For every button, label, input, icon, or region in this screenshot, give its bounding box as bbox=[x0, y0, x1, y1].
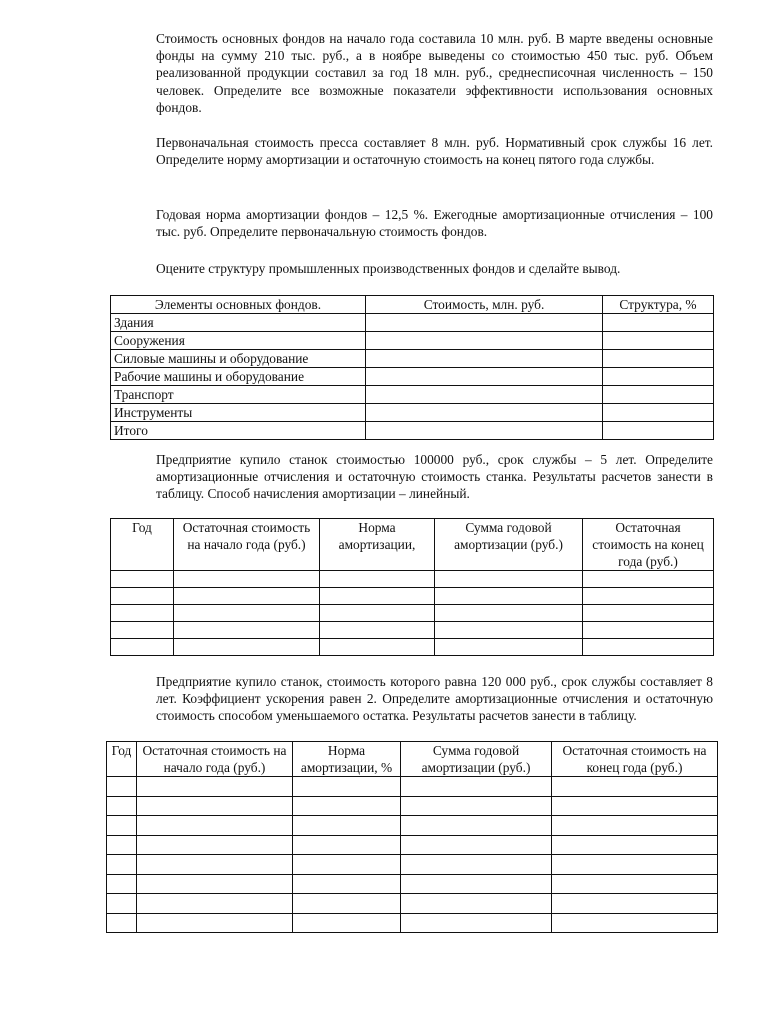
table1-cell[interactable] bbox=[603, 332, 714, 350]
table3-cell[interactable] bbox=[293, 816, 401, 836]
table3-cell[interactable] bbox=[293, 855, 401, 875]
table-row bbox=[107, 796, 718, 816]
table2-cell[interactable] bbox=[435, 588, 583, 605]
table3-cell[interactable] bbox=[293, 835, 401, 855]
table1-header-cost: Стоимость, млн. руб. bbox=[366, 296, 603, 314]
table3-cell[interactable] bbox=[401, 777, 552, 797]
table3-cell[interactable] bbox=[552, 855, 718, 875]
table-row bbox=[107, 874, 718, 894]
table1-row-label: Здания bbox=[111, 314, 366, 332]
task-3-text: Годовая норма амортизации фондов – 12,5 %. Ежегодные амортизационные отчисления – 100 тыс. руб. Определите первоначальную стоимость фондов. bbox=[156, 207, 713, 240]
table3-cell[interactable] bbox=[293, 913, 401, 933]
task-5-text: Предприятие купило станок стоимостью 100000 руб., срок службы – 5 лет. Определите амортизационные отчисления и остаточную стоимость станка. Результаты расчетов занести в таблицу. Способ начисления амортизации – линейный. bbox=[156, 452, 713, 502]
table3-cell[interactable] bbox=[107, 835, 137, 855]
table2-cell[interactable] bbox=[111, 605, 174, 622]
table3-header-start-value: Остаточная стоимость на начало года (руб.) bbox=[137, 742, 293, 777]
table1-row-label: Сооружения bbox=[111, 332, 366, 350]
linear-depreciation-table bbox=[110, 518, 714, 656]
table1-cell[interactable] bbox=[366, 314, 603, 332]
table3-cell[interactable] bbox=[137, 816, 293, 836]
table1-cell[interactable] bbox=[603, 350, 714, 368]
table2-cell[interactable] bbox=[435, 639, 583, 656]
table-row bbox=[107, 913, 718, 933]
table1-cell[interactable] bbox=[603, 314, 714, 332]
table3-cell[interactable] bbox=[137, 874, 293, 894]
table-row bbox=[111, 639, 714, 656]
table3-header-rate: Норма амортизации, % bbox=[293, 742, 401, 777]
table3-cell[interactable] bbox=[107, 855, 137, 875]
table3-cell[interactable] bbox=[107, 816, 137, 836]
fixed-assets-structure-table bbox=[110, 295, 714, 440]
table1-row-label: Итого bbox=[111, 422, 366, 440]
table3-cell[interactable] bbox=[107, 913, 137, 933]
table3-header-year: Год bbox=[107, 742, 137, 777]
table3-cell[interactable] bbox=[401, 874, 552, 894]
table-row bbox=[111, 605, 714, 622]
table2-header-annual-amount: Сумма годовой амортизации (руб.) bbox=[435, 519, 583, 571]
table3-cell[interactable] bbox=[137, 894, 293, 914]
table3-cell[interactable] bbox=[552, 874, 718, 894]
table2-cell[interactable] bbox=[583, 588, 714, 605]
table3-cell[interactable] bbox=[293, 777, 401, 797]
table-row bbox=[107, 777, 718, 797]
table1-cell[interactable] bbox=[366, 386, 603, 404]
table3-cell[interactable] bbox=[293, 894, 401, 914]
table2-header-year: Год bbox=[111, 519, 174, 571]
table-row bbox=[111, 622, 714, 639]
table1-row-label: Рабочие машины и оборудование bbox=[111, 368, 366, 386]
table-row bbox=[111, 368, 714, 386]
table3-cell[interactable] bbox=[107, 777, 137, 797]
task-2-text: Первоначальная стоимость пресса составляет 8 млн. руб. Нормативный срок службы 16 лет. Определите норму амортизации и остаточную стоимость на конец пятого года службы. bbox=[156, 135, 713, 168]
table2-cell[interactable] bbox=[174, 571, 320, 588]
table2-cell[interactable] bbox=[583, 639, 714, 656]
table1-cell[interactable] bbox=[366, 422, 603, 440]
table2-cell[interactable] bbox=[174, 639, 320, 656]
table2-cell[interactable] bbox=[583, 571, 714, 588]
table3-cell[interactable] bbox=[401, 913, 552, 933]
table3-cell[interactable] bbox=[552, 835, 718, 855]
table3-cell[interactable] bbox=[401, 835, 552, 855]
declining-balance-table bbox=[106, 741, 718, 933]
table2-cell[interactable] bbox=[174, 605, 320, 622]
table3-cell[interactable] bbox=[552, 913, 718, 933]
table3-cell[interactable] bbox=[401, 894, 552, 914]
table2-cell[interactable] bbox=[174, 622, 320, 639]
table3-cell[interactable] bbox=[552, 816, 718, 836]
table2-cell[interactable] bbox=[583, 622, 714, 639]
table2-cell[interactable] bbox=[111, 622, 174, 639]
table2-cell[interactable] bbox=[174, 588, 320, 605]
table3-cell[interactable] bbox=[137, 796, 293, 816]
table2-cell[interactable] bbox=[583, 605, 714, 622]
table3-cell[interactable] bbox=[552, 894, 718, 914]
table1-header-elements: Элементы основных фондов. bbox=[111, 296, 366, 314]
table3-header-annual-amount: Сумма годовой амортизации (руб.) bbox=[401, 742, 552, 777]
table1-cell[interactable] bbox=[366, 350, 603, 368]
table-row bbox=[111, 350, 714, 368]
table2-cell[interactable] bbox=[320, 588, 435, 605]
table2-cell[interactable] bbox=[111, 571, 174, 588]
table2-header-rate: Норма амортизации, bbox=[320, 519, 435, 571]
table3-cell[interactable] bbox=[401, 796, 552, 816]
table3-cell[interactable] bbox=[552, 796, 718, 816]
table1-cell[interactable] bbox=[366, 368, 603, 386]
table3-header-end-value: Остаточная стоимость на конец года (руб.) bbox=[552, 742, 718, 777]
table2-cell[interactable] bbox=[435, 622, 583, 639]
table-row bbox=[107, 816, 718, 836]
table3-cell[interactable] bbox=[137, 777, 293, 797]
table1-cell[interactable] bbox=[603, 422, 714, 440]
table1-row-label: Силовые машины и оборудование bbox=[111, 350, 366, 368]
table-row bbox=[107, 855, 718, 875]
table-row bbox=[111, 404, 714, 422]
table2-header-start-value: Остаточная стоимость на начало года (руб.) bbox=[174, 519, 320, 571]
table3-cell[interactable] bbox=[107, 894, 137, 914]
table1-cell[interactable] bbox=[603, 368, 714, 386]
table2-cell[interactable] bbox=[320, 571, 435, 588]
table-row bbox=[111, 386, 714, 404]
table3-cell[interactable] bbox=[401, 816, 552, 836]
table1-row-label: Транспорт bbox=[111, 386, 366, 404]
task-1-text: Стоимость основных фондов на начало года составила 10 млн. руб. В марте введены основные фонды на сумму 210 тыс. руб., а в ноябре выведены со стоимостью 450 тыс. руб. Объем реализованной продукции составил за год 18 млн. руб., среднесписочная численность – 150 человек. Определите все возможные показатели эффективности использования основных фондов. bbox=[156, 31, 713, 115]
table2-cell[interactable] bbox=[435, 605, 583, 622]
table3-cell[interactable] bbox=[137, 835, 293, 855]
table1-cell[interactable] bbox=[366, 404, 603, 422]
table-row bbox=[111, 588, 714, 605]
table3-cell[interactable] bbox=[137, 913, 293, 933]
table2-cell[interactable] bbox=[320, 639, 435, 656]
table3-cell[interactable] bbox=[293, 796, 401, 816]
table2-cell[interactable] bbox=[320, 622, 435, 639]
table3-cell[interactable] bbox=[293, 874, 401, 894]
table1-cell[interactable] bbox=[603, 386, 714, 404]
table1-cell[interactable] bbox=[366, 332, 603, 350]
table2-cell[interactable] bbox=[435, 571, 583, 588]
table2-cell[interactable] bbox=[320, 605, 435, 622]
table-row bbox=[111, 571, 714, 588]
table2-header-end-value: Остаточная стоимость на конец года (руб.) bbox=[583, 519, 714, 571]
table-row bbox=[111, 314, 714, 332]
table3-cell[interactable] bbox=[552, 777, 718, 797]
table-row bbox=[111, 422, 714, 440]
table1-header-structure: Структура, % bbox=[603, 296, 714, 314]
table-row bbox=[107, 835, 718, 855]
table3-cell[interactable] bbox=[137, 855, 293, 875]
table2-cell[interactable] bbox=[111, 588, 174, 605]
table1-row-label: Инструменты bbox=[111, 404, 366, 422]
table3-cell[interactable] bbox=[401, 855, 552, 875]
task-4-text: Оцените структуру промышленных производственных фондов и сделайте вывод. bbox=[156, 261, 621, 276]
table2-cell[interactable] bbox=[111, 639, 174, 656]
table-row bbox=[107, 894, 718, 914]
table3-cell[interactable] bbox=[107, 796, 137, 816]
table3-cell[interactable] bbox=[107, 874, 137, 894]
table1-cell[interactable] bbox=[603, 404, 714, 422]
table-row bbox=[111, 332, 714, 350]
task-6-text: Предприятие купило станок, стоимость которого равна 120 000 руб., срок службы составляет 8 лет. Коэффициент ускорения равен 2. Определите амортизационные отчисления и остаточную стоимость способом уменьшаемого остатка. Результаты расчетов занести в таблицу. bbox=[156, 674, 713, 724]
